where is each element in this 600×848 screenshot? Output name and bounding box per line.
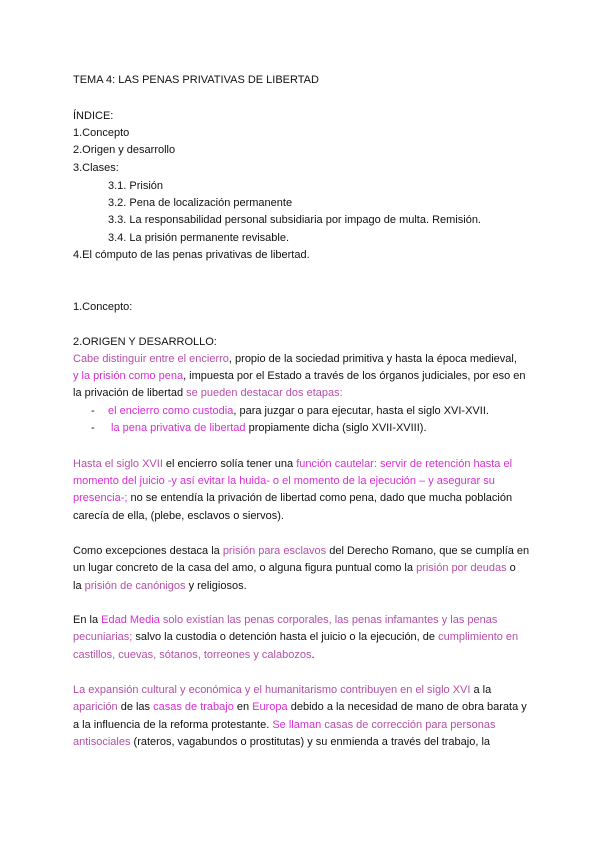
highlight: el encierro como custodia bbox=[108, 405, 234, 417]
text: , impuesta por el Estado a través de los órganos judiciales, por eso en bbox=[183, 370, 526, 382]
paragraph-line bbox=[73, 474, 495, 488]
highlight: presencia-; bbox=[73, 492, 128, 504]
highlight: función cautelar: servir de retención hasta el bbox=[296, 458, 513, 470]
bullet-item bbox=[111, 421, 427, 435]
highlight: Edad Media bbox=[101, 614, 160, 626]
highlight: La expansión cultural y económica y el humanitarismo contribuyen en el siglo XVI bbox=[73, 684, 471, 696]
text: , propio de la sociedad primitiva y hasta la época medieval, bbox=[228, 353, 517, 365]
text: , para juzgar o para ejecutar, hasta el siglo XVI-XVII. bbox=[233, 405, 489, 417]
text: . bbox=[311, 649, 315, 661]
highlight: para personas bbox=[422, 719, 496, 731]
text: o bbox=[506, 562, 516, 574]
paragraph-line bbox=[73, 630, 518, 644]
paragraph-line bbox=[73, 683, 491, 697]
index-heading: ÍNDICE: bbox=[73, 110, 114, 122]
paragraph-line: carecía de ella, (plebe, esclavos o siervos). bbox=[73, 510, 284, 522]
index-subitem: 3.4. La prisión permanente revisable. bbox=[108, 232, 289, 244]
paragraph-line bbox=[73, 648, 315, 662]
highlight: momento del juicio -y así evitar la huida- o el momento de la ejecución – y asegurar su bbox=[73, 475, 495, 487]
highlight: Cabe distinguir entre el encierro bbox=[73, 353, 229, 365]
paragraph-line bbox=[73, 735, 490, 749]
bullet-dash: - bbox=[91, 405, 95, 417]
highlight: Hasta el siglo XVII bbox=[73, 458, 163, 470]
highlight: Se llaman bbox=[272, 719, 325, 731]
document-title: TEMA 4: LAS PENAS PRIVATIVAS DE LIBERTAD bbox=[73, 74, 319, 86]
highlight: casas de trabajo bbox=[153, 701, 234, 713]
highlight: aparición bbox=[73, 701, 118, 713]
text: el encierro solía tener una bbox=[162, 458, 297, 470]
paragraph-line bbox=[73, 579, 247, 593]
text: y religiosos. bbox=[185, 580, 247, 592]
highlight: Europa bbox=[252, 701, 288, 713]
paragraph-line bbox=[73, 491, 512, 505]
bullet-dash: - bbox=[91, 422, 95, 434]
bullet-item bbox=[108, 404, 489, 418]
text: En la bbox=[73, 614, 102, 626]
text: no se entendía la privación de libertad como pena, dado que mucha población bbox=[127, 492, 513, 504]
paragraph-line bbox=[73, 561, 516, 575]
highlight: la pena privativa de libertad bbox=[111, 422, 246, 434]
index-item: 1.Concepto bbox=[73, 127, 130, 139]
highlight: castillos, cuevas, sótanos, torreones y calabozos bbox=[73, 649, 312, 661]
index-subitem: 3.2. Pena de localización permanente bbox=[108, 197, 293, 209]
section-heading: 1.Concepto: bbox=[73, 301, 133, 313]
highlight: antisociales bbox=[73, 736, 131, 748]
paragraph-line bbox=[73, 718, 496, 732]
paragraph-line bbox=[73, 613, 497, 627]
paragraph-line bbox=[73, 352, 517, 366]
text: la bbox=[73, 580, 85, 592]
text: de las bbox=[117, 701, 154, 713]
highlight: prisión para esclavos bbox=[222, 545, 327, 557]
text: un lugar concreto de la casa del amo, o alguna figura puntual como la bbox=[73, 562, 417, 574]
index-subitem: 3.3. La responsabilidad personal subsidiaria por impago de multa. Remisión. bbox=[108, 214, 481, 226]
highlight: y la prisión como pena bbox=[73, 370, 184, 382]
index-subitem: 3.1. Prisión bbox=[108, 180, 164, 192]
index-item: 2.Origen y desarrollo bbox=[73, 144, 176, 156]
highlight: cumplimiento en bbox=[438, 631, 519, 643]
highlight: solo existían las penas corporales, las penas infamantes y las penas bbox=[159, 614, 498, 626]
highlight: se pueden destacar dos etapas: bbox=[186, 387, 343, 399]
index-item: 4.El cómputo de las penas privativas de libertad. bbox=[73, 249, 310, 261]
text: del Derecho Romano, que se cumplía en bbox=[326, 545, 530, 557]
text: la privación de libertad bbox=[73, 387, 187, 399]
section-heading: 2.ORIGEN Y DESARROLLO: bbox=[73, 336, 217, 348]
index-item: 3.Clases: bbox=[73, 162, 119, 174]
highlight: pecuniarias; bbox=[73, 631, 133, 643]
paragraph-line bbox=[73, 700, 527, 714]
text: Como excepciones destaca la bbox=[73, 545, 223, 557]
text: salvo la custodia o detención hasta el juicio o la ejecución, de bbox=[132, 631, 439, 643]
text: debido a la necesidad de mano de obra barata y bbox=[287, 701, 527, 713]
paragraph-line bbox=[73, 544, 529, 558]
paragraph-line bbox=[73, 457, 512, 471]
text: a la influencia de la reforma protestante. bbox=[73, 719, 273, 731]
highlight: prisión de canónigos bbox=[84, 580, 186, 592]
paragraph-line bbox=[73, 369, 525, 383]
text: a la bbox=[470, 684, 492, 696]
paragraph-line bbox=[73, 386, 343, 400]
text: en bbox=[233, 701, 253, 713]
text: (rateros, vagabundos o prostitutas) y su enmienda a través del trabajo, la bbox=[130, 736, 491, 748]
highlight: prisión por deudas bbox=[416, 562, 507, 574]
highlight: casas de corrección bbox=[324, 719, 423, 731]
text: propiamente dicha (siglo XVII-XVIII). bbox=[245, 422, 427, 434]
